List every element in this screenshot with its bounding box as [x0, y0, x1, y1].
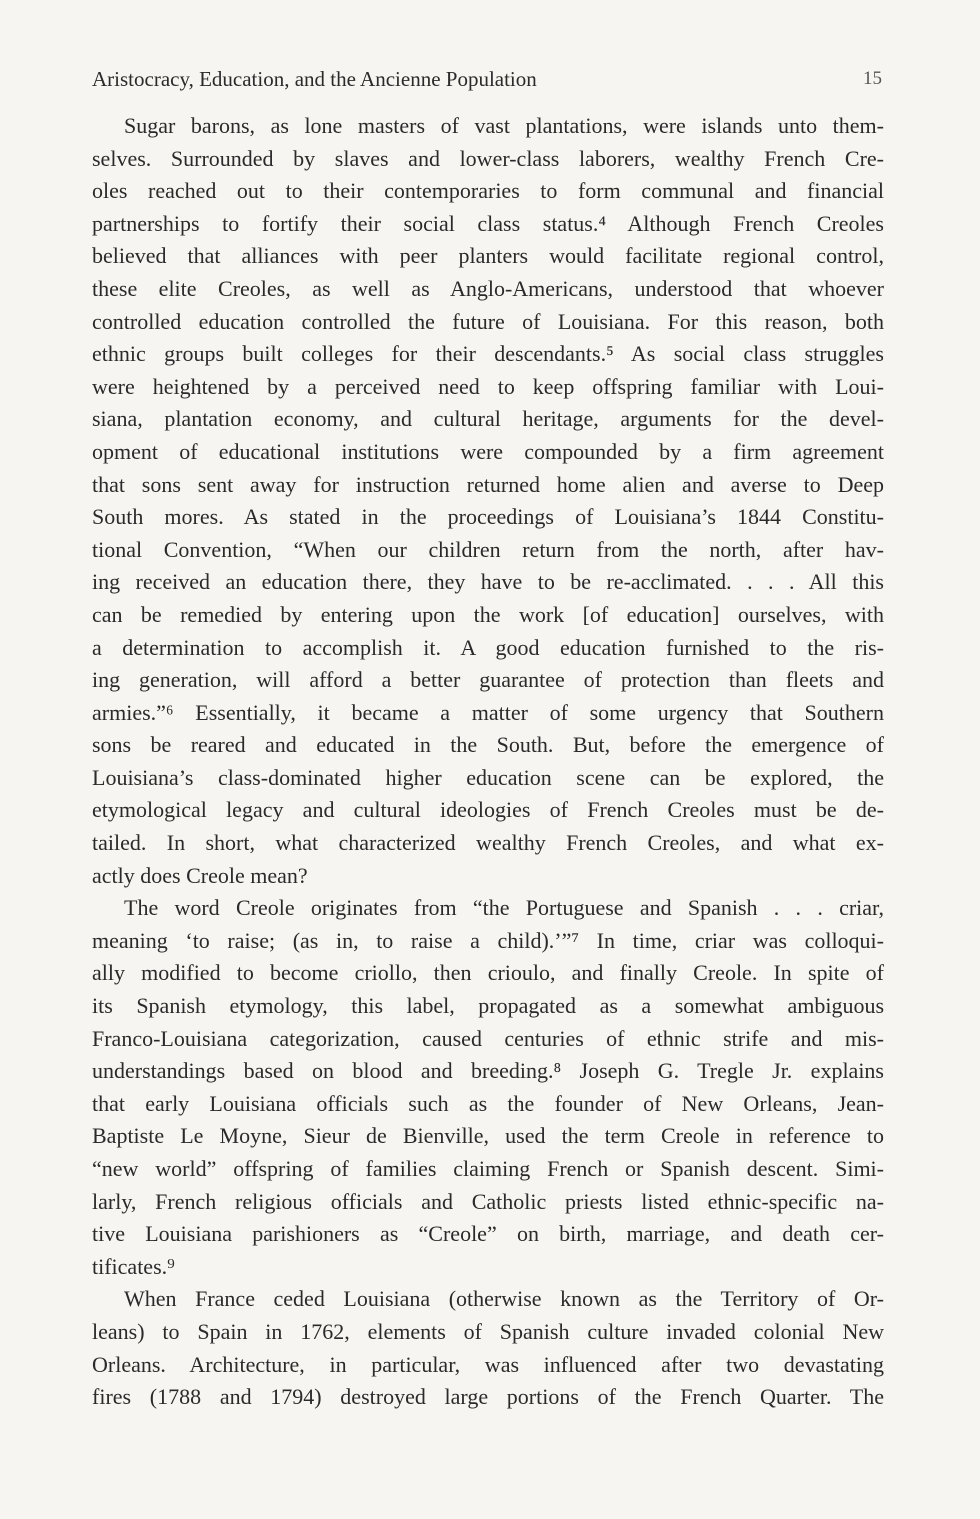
text-line: Sugar barons, as lone masters of vast plantations, were islands unto them-	[124, 113, 884, 138]
text-line: fires (1788 and 1794) destroyed large portions of the French Quarter. The	[92, 1384, 884, 1410]
text-line: South mores. As stated in the proceedings of Louisiana’s 1844 Constitu-	[92, 504, 884, 530]
text-line: tional Convention, “When our children return from the north, after hav-	[92, 536, 884, 562]
text-line: selves. Surrounded by slaves and lower-class laborers, wealthy French Cre-	[92, 145, 884, 171]
text-line: Baptiste Le Moyne, Sieur de Bienville, used the term Creole in reference to	[92, 1123, 884, 1149]
text-line: meaning ‘to raise; (as in, to raise a child).’”⁷ In time, criar was colloqui-	[92, 927, 884, 953]
running-head	[92, 64, 882, 94]
text-line: ing generation, will afford a better guarantee of protection than fleets and	[92, 667, 884, 693]
text-line: that early Louisiana officials such as the founder of New Orleans, Jean-	[92, 1090, 884, 1116]
text-line: that sons sent away for instruction returned home alien and averse to Deep	[92, 471, 884, 497]
paragraph-1	[92, 110, 884, 892]
text-line: were heightened by a perceived need to keep offspring familiar with Loui-	[92, 373, 884, 399]
text-line: partnerships to fortify their social class status.⁴ Although French Creoles	[92, 210, 884, 236]
text-line: siana, plantation economy, and cultural heritage, arguments for the devel-	[92, 406, 884, 432]
text-line: tificates.⁹	[92, 1253, 175, 1279]
text-line: armies.”⁶ Essentially, it became a matter of some urgency that Southern	[92, 699, 884, 725]
body-text	[92, 110, 884, 1414]
paragraph-3	[92, 1283, 884, 1413]
text-line: actly does Creole mean?	[92, 862, 308, 888]
text-line: leans) to Spain in 1762, elements of Spanish culture invaded colonial New	[92, 1318, 884, 1344]
text-line: tive Louisiana parishioners as “Creole” on birth, marriage, and death cer-	[92, 1221, 884, 1247]
text-line: tailed. In short, what characterized wealthy French Creoles, and what ex-	[92, 830, 884, 856]
text-line: When France ceded Louisiana (otherwise known as the Territory of Or-	[124, 1286, 884, 1312]
text-line: opment of educational institutions were compounded by a firm agreement	[92, 438, 884, 464]
text-line: “new world” offspring of families claiming French or Spanish descent. Simi-	[92, 1156, 884, 1181]
paragraph-2	[92, 892, 884, 1283]
text-line: ally modified to become criollo, then crioulo, and finally Creole. In spite of	[92, 960, 884, 986]
text-line: oles reached out to their contemporaries to form communal and financial	[92, 178, 884, 204]
text-line: sons be reared and educated in the South. But, before the emergence of	[92, 732, 884, 758]
chapter-title: Aristocracy, Education, and the Ancienne Population	[92, 67, 537, 91]
text-line: Orleans. Architecture, in particular, was influenced after two devastating	[92, 1351, 884, 1377]
text-line: ing received an education there, they have to be re-acclimated. . . . All this	[92, 569, 884, 595]
page-number: 15	[863, 68, 882, 89]
text-line: Louisiana’s class-dominated higher education scene can be explored, the	[92, 764, 884, 790]
text-line: its Spanish etymology, this label, propagated as a somewhat ambiguous	[92, 993, 884, 1019]
text-line: can be remedied by entering upon the work [of education] ourselves, with	[92, 601, 884, 627]
text-line: Franco-Louisiana categorization, caused centuries of ethnic strife and mis-	[92, 1025, 884, 1051]
text-line: a determination to accomplish it. A good education furnished to the ris-	[92, 634, 884, 660]
text-line: ethnic groups built colleges for their descendants.⁵ As social class struggles	[92, 341, 884, 367]
text-line: these elite Creoles, as well as Anglo-Americans, understood that whoever	[92, 275, 884, 301]
text-line: believed that alliances with peer planters would facilitate regional control,	[92, 243, 884, 269]
text-line: controlled education controlled the future of Louisiana. For this reason, both	[92, 308, 884, 334]
text-line: understandings based on blood and breeding.⁸ Joseph G. Tregle Jr. explains	[92, 1058, 884, 1084]
text-line: etymological legacy and cultural ideologies of French Creoles must be de-	[92, 797, 884, 823]
text-line: larly, French religious officials and Catholic priests listed ethnic-specific na-	[92, 1188, 884, 1214]
text-line: The word Creole originates from “the Portuguese and Spanish . . . criar,	[124, 895, 884, 921]
